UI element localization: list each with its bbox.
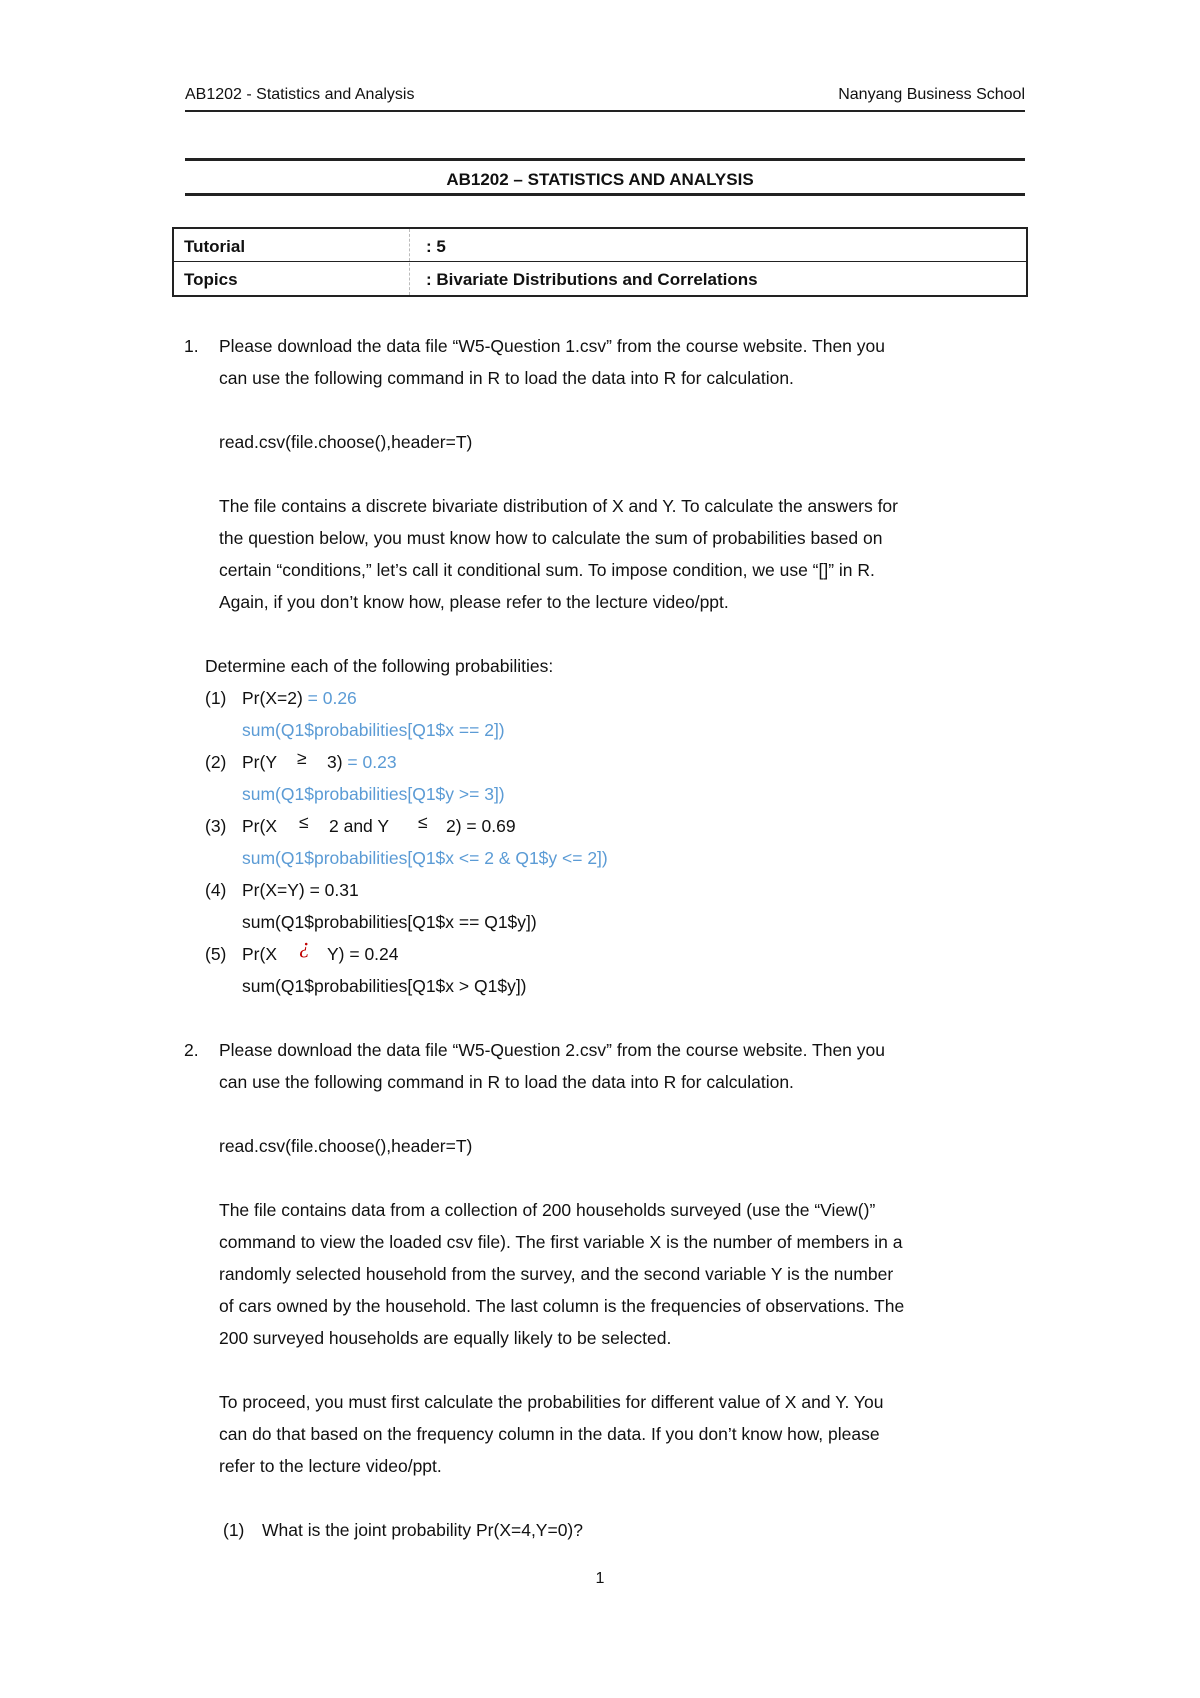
topics-value: : Bivariate Distributions and Correlations bbox=[426, 270, 758, 289]
q1-para-line4: Again, if you don’t know how, please refer to the lecture video/ppt. bbox=[219, 592, 729, 612]
tutorial-label: Tutorial bbox=[184, 237, 246, 256]
q1-item5-number: (5) bbox=[205, 944, 227, 964]
q1-item5-expr-b: Y) = 0.24 bbox=[327, 944, 399, 964]
q1-item1-answer: = 0.26 bbox=[302, 688, 357, 708]
page-title: AB1202 – STATISTICS AND ANALYSIS bbox=[446, 170, 754, 189]
q1-para-line2: the question below, you must know how to calculate the sum of probabilities based on bbox=[219, 528, 883, 548]
q2-line2: can use the following command in R to load the data into R for calculation. bbox=[219, 1072, 794, 1092]
q1-item3-symbol2: ≤ bbox=[418, 812, 428, 832]
q1-line1: Please download the data file “W5-Question 1.csv” from the course website. Then you bbox=[219, 336, 885, 356]
q1-item1-code: sum(Q1$probabilities[Q1$x == 2]) bbox=[242, 720, 505, 740]
q2-para1-line5: 200 surveyed households are equally likely to be selected. bbox=[219, 1328, 672, 1348]
q1-item3-code: sum(Q1$probabilities[Q1$x <= 2 & Q1$y <= 2]) bbox=[242, 848, 608, 868]
tutorial-value: : 5 bbox=[426, 237, 446, 256]
q1-item3-expr-a: Pr(X bbox=[242, 816, 277, 836]
header-course: AB1202 - Statistics and Analysis bbox=[185, 86, 415, 103]
q1-item1-question bbox=[242, 682, 357, 714]
q2-sub1-question: What is the joint probability Pr(X=4,Y=0)? bbox=[262, 1520, 583, 1540]
q2-para1-line4: of cars owned by the household. The last column is the frequencies of observations. The bbox=[219, 1296, 905, 1316]
q2-para2-line2: can do that based on the frequency column in the data. If you don’t know how, please bbox=[219, 1424, 880, 1444]
q2-para2-line1: To proceed, you must first calculate the probabilities for different value of X and Y. You bbox=[219, 1392, 884, 1412]
q1-item4-number: (4) bbox=[205, 880, 227, 900]
topics-label: Topics bbox=[184, 270, 238, 289]
q2-para1-line2: command to view the loaded csv file). The first variable X is the number of members in a bbox=[219, 1232, 903, 1252]
header-rule bbox=[185, 110, 1025, 112]
q2-para1-line3: randomly selected household from the survey, and the second variable Y is the number bbox=[219, 1264, 894, 1284]
q1-line2: can use the following command in R to load the data into R for calculation. bbox=[219, 368, 794, 388]
table-row-tutorial bbox=[174, 229, 1026, 261]
q1-item2-symbol: ≥ bbox=[297, 748, 307, 768]
q1-item5-symbol: ¿ bbox=[299, 933, 310, 958]
q2-code: read.csv(file.choose(),header=T) bbox=[219, 1136, 473, 1156]
title-rule-top bbox=[185, 158, 1025, 161]
q1-item1-number: (1) bbox=[205, 688, 227, 708]
q2-sub1-number: (1) bbox=[223, 1520, 245, 1540]
table-row-topics bbox=[174, 262, 1026, 294]
q2-line1: Please download the data file “W5-Question 2.csv” from the course website. Then you bbox=[219, 1040, 885, 1060]
q1-item3-expr-b: 2 and Y bbox=[329, 816, 390, 836]
q1-item3-symbol1: ≤ bbox=[299, 812, 309, 832]
q2-para1-line1: The file contains data from a collection of 200 households surveyed (use the “View()” bbox=[219, 1200, 876, 1220]
q1-item2-answer: = 0.23 bbox=[342, 752, 397, 772]
q1-item3-number: (3) bbox=[205, 816, 227, 836]
q2-number: 2. bbox=[184, 1040, 199, 1060]
q2-para2-line3: refer to the lecture video/ppt. bbox=[219, 1456, 442, 1476]
q1-number: 1. bbox=[184, 336, 199, 356]
q1-item4-expr: Pr(X=Y) = 0.31 bbox=[242, 880, 359, 900]
q1-lead: Determine each of the following probabilities: bbox=[205, 656, 554, 676]
tutorial-info-table bbox=[172, 227, 1028, 297]
title-rule-bottom bbox=[185, 193, 1025, 196]
q1-item5-expr-a: Pr(X bbox=[242, 944, 277, 964]
q1-item4-code: sum(Q1$probabilities[Q1$x == Q1$y]) bbox=[242, 912, 537, 932]
q1-item2-expr-a: Pr(Y bbox=[242, 752, 277, 772]
q1-item1-expr: Pr(X=2) bbox=[242, 688, 303, 708]
header-school: Nanyang Business School bbox=[838, 86, 1025, 103]
q1-para-line3: certain “conditions,” let’s call it conditional sum. To impose condition, we use “[]” in R. bbox=[219, 560, 875, 580]
q1-item3-expr-c: 2) = 0.69 bbox=[446, 816, 516, 836]
q1-item5-code: sum(Q1$probabilities[Q1$x > Q1$y]) bbox=[242, 976, 527, 996]
q1-item2-expr-b: 3) bbox=[327, 752, 343, 772]
q1-item2-number: (2) bbox=[205, 752, 227, 772]
q1-item2-code: sum(Q1$probabilities[Q1$y >= 3]) bbox=[242, 784, 505, 804]
q1-item2-question-end bbox=[327, 746, 397, 778]
q1-code: read.csv(file.choose(),header=T) bbox=[219, 432, 473, 452]
page-number: 1 bbox=[595, 1570, 605, 1587]
q1-para-line1: The file contains a discrete bivariate distribution of X and Y. To calculate the answers for bbox=[219, 496, 898, 516]
